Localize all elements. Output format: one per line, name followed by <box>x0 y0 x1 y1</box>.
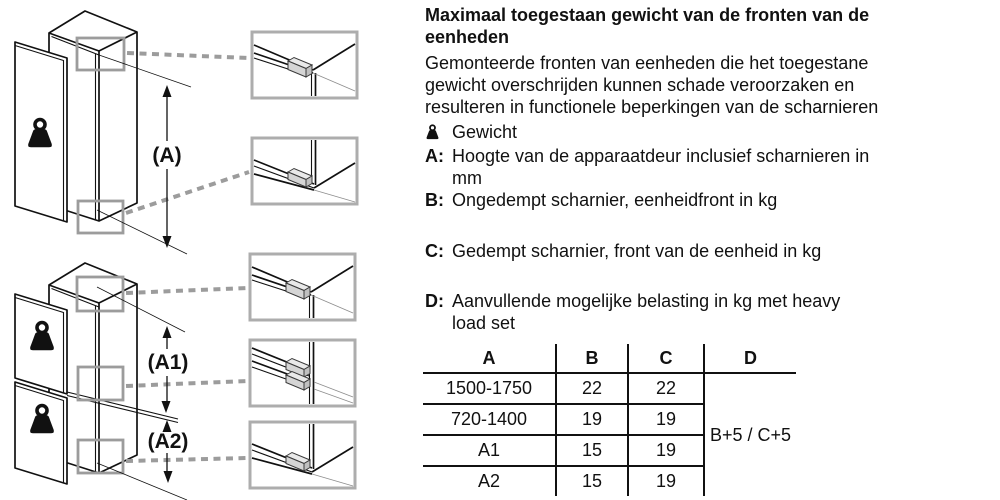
callout-middle-hinge <box>250 340 355 406</box>
intro-line: gewicht overschrijden kunnen schade veroorzaken en <box>425 75 855 95</box>
legend-text-line: load set <box>452 313 516 333</box>
weight-icon <box>425 121 452 146</box>
cell-height-range: A2 <box>423 466 556 496</box>
col-header-a: A <box>423 344 556 373</box>
dashed-leader-line <box>126 172 249 213</box>
door-front-panel-upper <box>15 294 67 394</box>
col-header-c: C <box>628 344 704 373</box>
door-front-panel-lower <box>15 382 67 484</box>
dashed-leader-line <box>126 381 247 386</box>
legend-item-a <box>425 145 869 189</box>
cell-height-range: 720-1400 <box>423 404 556 435</box>
legend-item-c <box>425 240 821 262</box>
dashed-leader-line <box>126 288 247 293</box>
cell-height-range: A1 <box>423 435 556 466</box>
callout-top-hinge-2 <box>250 254 355 320</box>
dimension-arrow-a2 <box>148 420 189 483</box>
legend-text-line: Aanvullende mogelijke belasting in kg met heavy <box>452 291 841 311</box>
dashed-leader-line <box>126 458 247 461</box>
callout-bottom-hinge-2 <box>250 422 355 488</box>
hinge-weight-diagram <box>0 0 420 500</box>
cell-c-value: 19 <box>628 435 704 466</box>
table-row <box>423 373 796 404</box>
legend-text-line: Gedempt scharnier, front van de eenheid in kg <box>452 241 822 261</box>
legend-weight-label: Gewicht <box>452 122 518 142</box>
intro-paragraph <box>425 52 878 118</box>
weight-spec-table <box>423 344 796 496</box>
legend-weight <box>425 121 517 146</box>
legend-item-b <box>425 189 777 211</box>
cell-c-value: 19 <box>628 466 704 496</box>
dashed-leader-line <box>127 53 249 58</box>
door-front-panel <box>15 42 67 222</box>
cell-b-value: 22 <box>556 373 628 404</box>
cell-height-range: 1500-1750 <box>423 373 556 404</box>
callout-bottom-hinge <box>252 138 357 204</box>
dimension-label-a2: (A2) <box>147 430 189 453</box>
legend-text-line: mm <box>452 168 482 188</box>
table-header-row <box>423 344 796 373</box>
page-title <box>425 4 869 48</box>
title-line: eenheden <box>425 27 510 47</box>
intro-line: resulteren in functionele beperkingen van de scharnieren <box>425 97 879 117</box>
cell-d-value: B+5 / C+5 <box>709 424 792 445</box>
cell-b-value: 15 <box>556 435 628 466</box>
legend-key: C: <box>425 241 444 261</box>
dimension-arrow-a <box>152 85 181 248</box>
legend-key: D: <box>425 291 444 311</box>
legend-text-line: Hoogte van de apparaatdeur inclusief scharnieren in <box>452 146 870 166</box>
dimension-arrow-a1 <box>148 326 189 413</box>
col-header-b: B <box>556 344 628 373</box>
callout-top-hinge <box>252 32 357 98</box>
cell-b-value: 19 <box>556 404 628 435</box>
dimension-label-a1: (A1) <box>147 351 189 374</box>
cell-c-value: 22 <box>628 373 704 404</box>
cell-b-value: 15 <box>556 466 628 496</box>
legend-text-line: Ongedempt scharnier, eenheidfront in kg <box>452 190 778 210</box>
legend-key: A: <box>425 146 444 166</box>
legend-key: B: <box>425 190 444 210</box>
title-line: Maximaal toegestaan gewicht van de fronten van de <box>425 5 870 25</box>
cell-c-value: 19 <box>628 404 704 435</box>
dimension-label-a: (A) <box>152 144 182 167</box>
intro-line: Gemonteerde fronten van eenheden die het toegestane <box>425 53 869 73</box>
col-header-d: D <box>704 344 796 373</box>
legend-item-d <box>425 290 840 334</box>
extension-line <box>97 463 187 500</box>
